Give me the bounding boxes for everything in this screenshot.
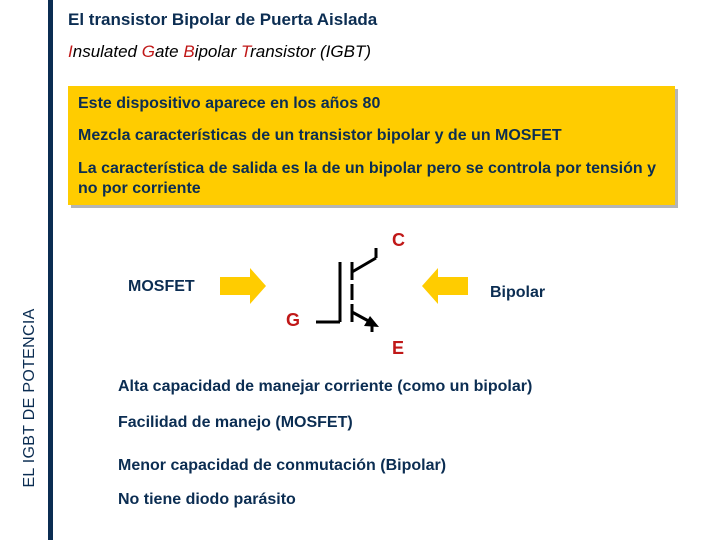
subtitle-initial: I [68, 42, 73, 61]
side-label: EL IGBT DE POTENCIA [21, 308, 38, 488]
subtitle-initial: T [240, 42, 251, 61]
left-accent-bar [48, 0, 53, 540]
bipolar-arrow-icon [422, 268, 468, 304]
subtitle-word: ipolar [194, 42, 241, 61]
page-subtitle [68, 42, 371, 62]
highlight-line-1: Este dispositivo aparece en los años 80 [78, 95, 381, 112]
bipolar-label: Bipolar [490, 284, 546, 301]
bullet-item: Alta capacidad de manejar corriente (como un bipolar) [118, 378, 533, 395]
mosfet-arrow-icon [220, 268, 266, 304]
highlight-line-3: La característica de salida es la de un bipolar pero se controla por tensión y no por corriente [78, 160, 656, 197]
igbt-symbol-icon [316, 240, 396, 344]
pin-collector-label: C [392, 230, 405, 250]
bullet-item: Menor capacidad de conmutación (Bipolar) [118, 457, 447, 474]
bullet-item: No tiene diodo parásito [118, 491, 296, 508]
highlight-line-2: Mezcla características de un transistor bipolar y de un MOSFET [78, 127, 562, 144]
subtitle-initial: B [183, 42, 195, 61]
page-title: El transistor Bipolar de Puerta Aislada [68, 10, 378, 29]
subtitle-word: ate [154, 42, 184, 61]
mosfet-label: MOSFET [128, 278, 195, 295]
pin-emitter-label: E [392, 338, 405, 358]
subtitle-word: nsulated [72, 42, 142, 61]
subtitle-initial: G [141, 42, 155, 61]
pin-gate-label: G [286, 310, 301, 330]
bullet-item: Facilidad de manejo (MOSFET) [118, 414, 353, 431]
subtitle-word: ransistor (IGBT) [250, 42, 372, 61]
highlight-box [68, 86, 675, 205]
